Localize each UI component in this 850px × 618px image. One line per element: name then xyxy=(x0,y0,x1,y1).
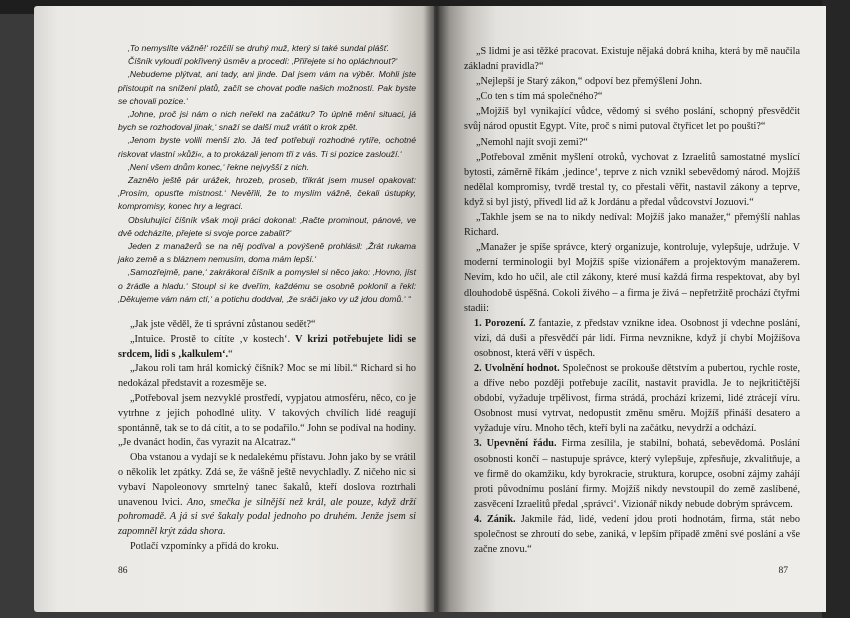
italic-paragraph: Číšník vyloudí pokřivený úsměv a procedí: ‚Přiřejete si ho opláchnout?‘ xyxy=(128,56,398,67)
paragraph xyxy=(464,104,800,134)
italic-paragraph: Jeden z manažerů se na něj podíval a povýšeně prohlásil: ‚Žrát rukama jako země a s bláznem nemusím, doma mám lepší.‘ xyxy=(118,241,416,265)
italic-paragraph: ‚Jenom byste volili menší zlo. Já teď potřebuji rozhodné rytíře, ochotné riskovat vlastní »kůži«, a to prokázali jenom tři z vás. Ti si pozice zaslouží.‘ xyxy=(118,135,416,159)
stage-heading: 3. Upevnění řádu. xyxy=(474,438,557,450)
paragraph xyxy=(464,210,800,240)
paragraph xyxy=(464,44,800,74)
page-number-right: 87 xyxy=(778,566,788,576)
paragraph-text: „Nemohl najít svoji zemi?“ xyxy=(476,136,588,148)
paragraph-text: Společnost se prokouše dětstvím a pubertou, rychle roste, a dříve nebo později potřebuje zacílit, nastavit pravidla. Je to nejkritičtější období, vyžaduje trpělivost, firma strádá, prochází krizemi, lidé ztrácejí víru. Osobnost musí vytrvat, nedopustit změnu směru. Mojžíš přináší desatero a vyžaduje víru. Mnoho těch, kteří byli na začátku, nevydrží a odchází. xyxy=(474,362,800,435)
paragraph-text: Jakmile řád, lidé, vedení jdou proti hodnotám, firma, stát nebo společnost se zhroutí do sebe, zaniká, v lepším případě změní své poslání a vše začne znovu.“ xyxy=(474,513,800,556)
paragraph-text: „Manažer je spíše správce, který organizuje, kontroluje, vylepšuje, udržuje. V moderní terminologii byl Mojžíš spíše vizionářem a projektovým manažerem. Nevím, kdo ho učil, ale ctil zákony, které musí každá firma respektovat, aby byl dlouhodobě úspěšná. Cokoli živého – a firma je živá – nepřetržitě prochází čtyřmi stadii: xyxy=(464,242,800,314)
italic-paragraph: ‚Nebudeme plýtvat, ani tady, ani jinde. Dal jsem vám na výběr. Mohli jste přistoupit na snížení platů, začít se chovat podle našich možností. Pak byste se chovali pozice.‘ xyxy=(118,69,416,106)
paragraph xyxy=(464,74,800,89)
paragraph xyxy=(118,333,416,363)
paragraph xyxy=(464,89,800,104)
paragraph xyxy=(118,540,416,555)
body-text xyxy=(464,44,800,557)
italic-paragraph: Obsluhující číšník však moji práci dokonal: ‚Račte prominout, pánové, ve dvě odcházíte, přejete si svoje porce zabalit?‘ xyxy=(118,214,416,238)
bold-text: V krizi potřebujete lidi se srdcem, lidi s ‚kalkulem‘. xyxy=(118,333,417,360)
paragraph xyxy=(118,362,416,392)
italic-quote-block xyxy=(118,42,416,306)
italic-paragraph: ‚Není všem dnům konec,‘ řekne nejvyšší z nich. xyxy=(128,161,310,172)
numbered-stage xyxy=(464,512,800,557)
paragraph-text: „Takhle jsem se na to nikdy nedíval: Mojžíš jako manažer,“ přemýšlí nahlas Richard. xyxy=(464,212,800,239)
paragraph-text: Potlačí vzpomínky a přidá do kroku. xyxy=(130,541,279,553)
paragraph-text: „Jakou roli tam hrál komický číšník? Moc se mi líbil.“ Richard si ho nedokázal představit a rozesmějе se. xyxy=(118,363,416,390)
paragraph-text: „Potřeboval jsem nezvyklé prostředí, vypjatou atmosféru, něco, co je vytrhne z jejich pohodlné ulity. V takových chvílích lidé reagují spontánně, tak se to dá cítit, a to se podařilo.“ John se podíval na hodiny. „Je dvanáct hodin, čas vyrazit na Alcatraz.“ xyxy=(118,393,416,449)
italic-paragraph: ‚Johne, proč jsi nám o nich neřekl na začátku? To úplně mění situaci, já bych se rozhodoval jinak,‘ snaží se další muž vrátit o krok zpět. xyxy=(118,109,416,133)
numbered-stage xyxy=(464,361,800,436)
paragraph-text: „Intuice. Prostě to cítíte ‚v kostech‘. xyxy=(130,333,296,345)
paragraph-text: “ xyxy=(228,348,233,360)
paragraph xyxy=(464,135,800,150)
stage-heading: 4. Zánik. xyxy=(474,513,516,525)
desk-background-right xyxy=(822,0,850,618)
paragraph-text: Firma zesílila, je stabilní, bohatá, sebevědomá. Poslání osobnosti končí – nastupuje správce, který vylepšuje, zpřesňuje, zkvalitňuje, a ve firmě do okamžiku, kdy byrokracie, struktura, korupce, osobní zájmy zahájí proti původnímu poslání firmy. Mojžíš nikdy nevstoupil do země zaslíbené, zasvěcení Izraelitů předal ‚správci‘. Vizionář nikdy nebude dobrým správcem. xyxy=(474,438,800,510)
paragraph xyxy=(118,318,416,333)
italic-paragraph: ‚To nemyslíte vážně!‘ rozčílí se druhý muž, který si také sundal plášť. xyxy=(128,43,390,53)
paragraph xyxy=(118,451,416,540)
stage-heading: 2. Uvolnění hodnot. xyxy=(474,362,560,374)
body-text xyxy=(118,318,416,555)
paragraph xyxy=(118,392,416,451)
paragraph-text: „S lidmi je asi těžké pracovat. Existuje nějaká dobrá kniha, která by mě naučila základní pravidla?“ xyxy=(464,46,800,73)
page-number-left: 86 xyxy=(118,566,128,576)
paragraph-text: „Jak jste věděl, že ti správní zůstanou sedět?“ xyxy=(130,319,316,331)
italic-paragraph: ‚Samozřejmě, pane,‘ zakrákoral číšník a pomyslel si něco jako: ‚Hovno, jíst o žrádle a hladu.‘ Stoupl si ke dveřím, každému se osobně poklonil a řekl: ‚Děkujeme vám nám ctí,‘ a potichu doddval, ‚že sráči jako vy už jdou domů.‘ “ xyxy=(118,267,416,304)
paragraph xyxy=(464,240,800,315)
paragraph-text: „Co ten s tím má společného?“ xyxy=(476,91,603,103)
numbered-stage xyxy=(464,316,800,361)
paragraph-text: „Mojžíš byl vynikající vůdce, vědomý si svého poslání, schopný přesvědčit svůj národ opustit Egypt. Víte, proč s nimi putoval čtyřicet let po poušti?“ xyxy=(464,106,800,133)
italic-paragraph: Zaznělo ještě pár urážek, hrozeb, proseb, třikrát jsem musel opakovat: ‚Prosím, opusťte místnost.‘ Nevěřili, že to myslím vážně, čekali ústupky, kompromisy, konec hry a legraci. xyxy=(118,175,416,212)
paragraph-text: „Nejlepší je Starý zákon,“ odpoví bez přemýšlení John. xyxy=(476,76,703,88)
paragraph-text: Oba vstanou a vydají se k nedalekému přístavu. John jako by se vrátil o několik let zpátky. Zdá se, že vášně ještě nevychladly. Z ničeho nic si vybaví Napoleonovy smrtelný tanec šakalů, kteří doslova roztrhali unavenou lvici. xyxy=(118,452,416,508)
italic-text: Ano, smečka je silnější než král, ale pouze, když drží pohromadě. A já si své šakaly podal jednoho po druhém. Jenže jsem si zapomněl krýt záda shora. xyxy=(118,496,416,538)
paragraph xyxy=(464,150,800,210)
stage-heading: 1. Porození. xyxy=(474,317,526,329)
paragraph-text: „Potřeboval změnit myšlení otroků, vychovat z Izraelitů samostatné myslící bytosti, záměrně říkám ‚jedince‘, teprve z nich vznikl sebevědomý národ. Mojžíš nedělal kompromisy, tvrdě trestal ty, co přestali věřit, nastavil zákony a teprve, když si byl jistý, přivedl lid až k Jordánu a předal vůdcovství Jozuovi.“ xyxy=(464,151,800,208)
paragraph-text: Z fantazie, z představ vznikne idea. Osobnost jí vdechne poslání, vizi, dá duši a přesvědčí pár lidí. Firma nevznikne, když jí chybí Mojžíšova osobnost, která věří v úspěch. xyxy=(474,317,800,359)
left-page xyxy=(34,6,434,612)
right-page xyxy=(434,6,826,612)
numbered-stage xyxy=(464,436,800,511)
